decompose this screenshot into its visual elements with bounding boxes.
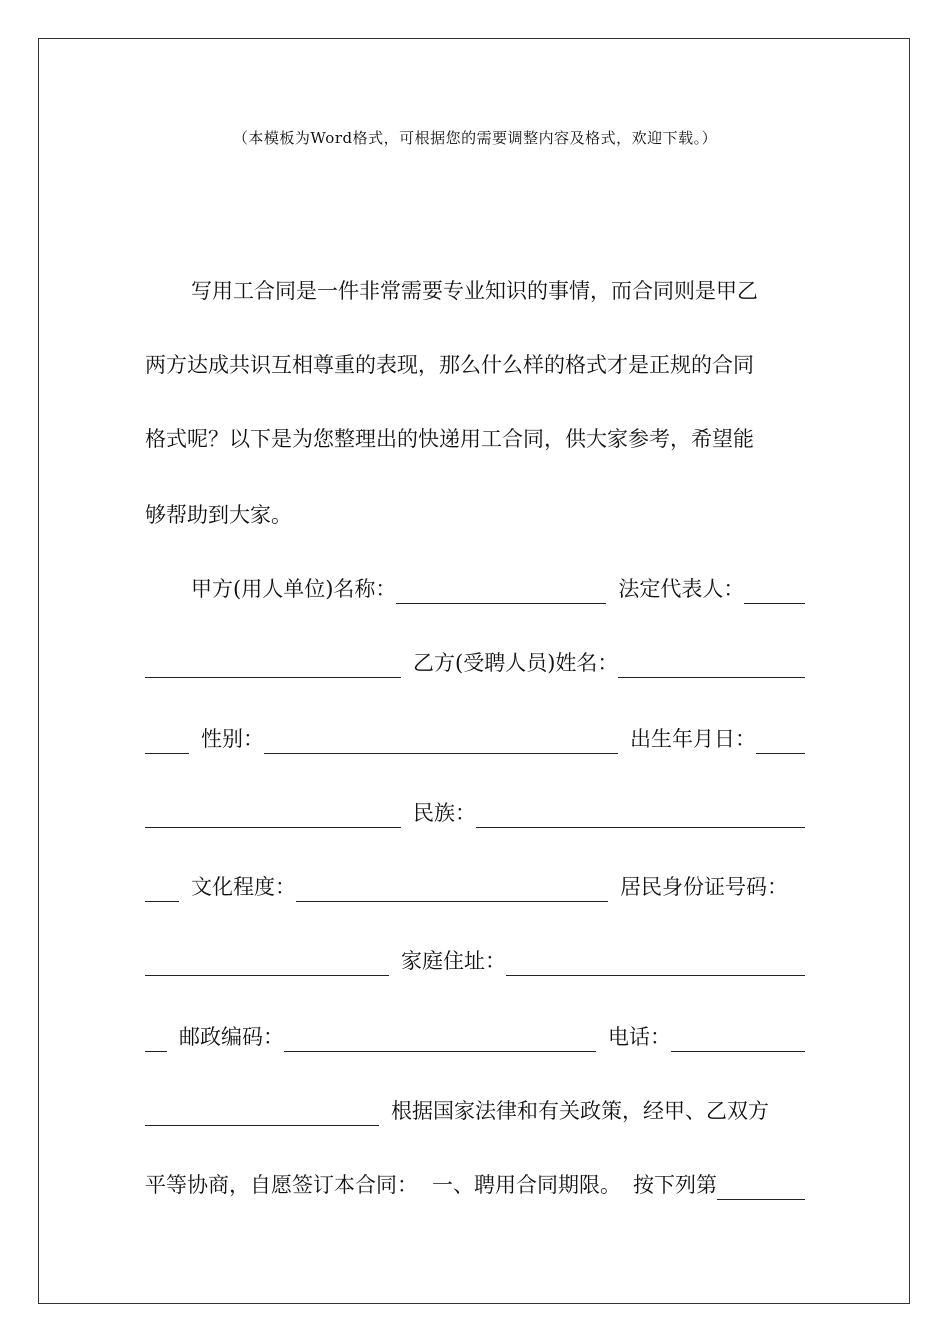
- intro-line-4: 够帮助到大家。: [145, 503, 292, 527]
- phone-blank[interactable]: [671, 1029, 805, 1052]
- form-line-9: [145, 1170, 805, 1200]
- id-number-label: 居民身份证号码：: [620, 875, 788, 899]
- birth-date-label: 出生年月日：: [630, 727, 756, 751]
- form-line-7: [145, 1022, 805, 1052]
- ethnicity-blank-cont[interactable]: [145, 879, 179, 902]
- legal-rep-blank-cont[interactable]: [145, 655, 401, 678]
- education-blank[interactable]: [296, 879, 608, 902]
- phone-label: 电话：: [608, 1025, 671, 1049]
- birth-date-blank-cont[interactable]: [145, 805, 401, 828]
- closing-line-1: 根据国家法律和有关政策，经甲、乙双方: [391, 1099, 769, 1123]
- form-line-4: [145, 798, 805, 828]
- party-b-name-blank-cont[interactable]: [145, 731, 189, 754]
- party-b-name-blank[interactable]: [618, 655, 805, 678]
- legal-rep-blank[interactable]: [744, 581, 805, 604]
- intro-line-1: 写用工合同是一件非常需要专业知识的事情，而合同则是甲乙: [191, 279, 758, 303]
- choose-option-text: 按下列第: [633, 1173, 717, 1197]
- option-blank[interactable]: [717, 1177, 805, 1200]
- intro-line-3: 格式呢？以下是为您整理出的快递用工合同，供大家参考，希望能: [145, 427, 754, 451]
- gender-blank[interactable]: [264, 731, 618, 754]
- party-a-name-blank[interactable]: [396, 581, 606, 604]
- closing-line-2: 平等协商，自愿签订本合同：: [145, 1173, 418, 1197]
- birth-date-blank[interactable]: [756, 731, 805, 754]
- form-line-6: [145, 946, 805, 976]
- legal-rep-label: 法定代表人：: [618, 577, 745, 601]
- party-a-name-label: 甲方(用人单位)名称：: [191, 577, 397, 601]
- postcode-blank[interactable]: [284, 1029, 596, 1052]
- postcode-label: 邮政编码：: [179, 1025, 284, 1049]
- ethnicity-label: 民族：: [413, 801, 476, 825]
- ethnicity-blank[interactable]: [476, 805, 805, 828]
- education-label: 文化程度：: [191, 875, 296, 899]
- address-blank[interactable]: [506, 953, 805, 976]
- address-blank-cont[interactable]: [145, 1029, 167, 1052]
- form-line-3: [145, 724, 805, 754]
- id-number-blank[interactable]: [145, 953, 389, 976]
- party-b-name-label: 乙方(受聘人员)姓名：: [413, 651, 619, 675]
- intro-line-2: 两方达成共识互相尊重的表现，那么什么样的格式才是正规的合同: [145, 353, 754, 377]
- form-line-2: [145, 648, 805, 678]
- phone-blank-cont[interactable]: [145, 1103, 379, 1126]
- gender-label: 性别：: [201, 727, 264, 751]
- address-label: 家庭住址：: [401, 949, 506, 973]
- template-note: （本模板为Word格式，可根据您的需要调整内容及格式，欢迎下载。）: [232, 129, 718, 147]
- form-line-8: [145, 1096, 805, 1126]
- section-1-heading: 一、聘用合同期限。: [432, 1173, 621, 1197]
- form-line-1: [145, 574, 805, 604]
- form-line-5: [145, 872, 805, 902]
